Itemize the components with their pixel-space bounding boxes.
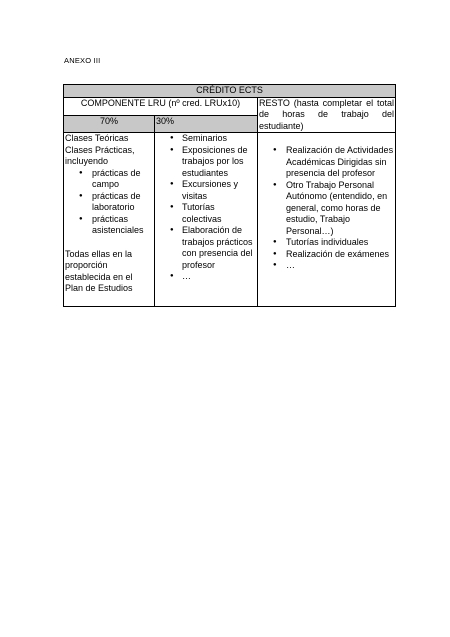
ects-credit-table — [63, 84, 396, 307]
lru-70-cell — [64, 133, 155, 307]
percent-30-header: 30% — [155, 115, 258, 132]
bullet-icon: ● — [273, 147, 277, 153]
practical-classes-text: Clases Prácticas, incluyendo — [65, 144, 135, 166]
list-item — [156, 179, 256, 202]
list-item-text: prácticas de laboratorio — [92, 190, 141, 212]
list-item — [259, 260, 394, 272]
list-item-text: Realización de Actividades Académicas Dirigidas sin presencia del profesor — [286, 145, 394, 178]
rest-header: RESTO (hasta completar el total de horas de trabajo del estudiante) — [259, 97, 394, 131]
list-item — [156, 133, 256, 145]
list-item-text: … — [286, 260, 295, 270]
annex-label: ANEXO III — [64, 56, 101, 65]
proportion-note: Todas ellas en la proporción establecida en el Plan de Estudios — [65, 248, 133, 293]
activities-list — [156, 133, 256, 283]
bullet-icon: ● — [79, 192, 83, 199]
bullet-icon: ● — [79, 169, 83, 176]
list-item-text: Excursiones y visitas — [182, 179, 239, 201]
bullet-icon: ● — [273, 250, 277, 257]
bullet-icon: ● — [170, 146, 174, 153]
percent-70-header: 70% — [64, 115, 155, 132]
practical-classes-list — [65, 168, 153, 237]
list-item — [259, 249, 394, 261]
rest-activities-list — [259, 145, 394, 272]
list-item-text: prácticas asistenciales — [92, 213, 144, 235]
table-title: CRÉDITO ECTS — [64, 85, 396, 98]
list-item — [65, 191, 153, 214]
bullet-icon: ● — [79, 215, 83, 222]
list-item — [65, 214, 153, 237]
list-item — [259, 180, 394, 238]
bullet-icon: ● — [170, 204, 174, 210]
bullet-icon: ● — [170, 273, 174, 279]
bullet-icon: ● — [273, 239, 277, 245]
list-item — [156, 202, 256, 225]
list-item — [156, 225, 256, 271]
list-item-text: … — [182, 271, 191, 281]
list-item-text: Elaboración de trabajos prácticos con presencia del profesor — [182, 225, 253, 270]
list-item — [65, 168, 153, 191]
lru-30-cell — [155, 133, 258, 307]
bullet-icon: ● — [170, 227, 174, 233]
list-item-text: Otro Trabajo Personal Autónomo (entendido, en general, como horas de estudio, Trabajo Personal…) — [286, 179, 388, 236]
list-item-text: prácticas de campo — [92, 167, 141, 189]
component-header: COMPONENTE LRU (nº cred. LRUx10) — [64, 97, 258, 115]
bullet-icon: ● — [170, 135, 174, 141]
list-item — [156, 145, 256, 180]
list-item — [259, 237, 394, 249]
list-item-text: Exposiciones de trabajos por los estudiantes — [182, 144, 248, 178]
bullet-icon: ● — [273, 262, 277, 268]
list-item — [156, 271, 256, 283]
list-item-text: Tutorías colectivas — [182, 202, 222, 224]
bullet-icon: ● — [170, 181, 174, 187]
list-item-text: Seminarios — [182, 133, 228, 143]
rest-cell — [258, 133, 396, 307]
bullet-icon: ● — [273, 181, 277, 188]
list-item — [259, 145, 394, 180]
theory-classes-text: Clases Teóricas — [65, 133, 129, 143]
list-item-text: Realización de exámenes — [286, 248, 390, 259]
list-item-text: Tutorías individuales — [286, 237, 369, 247]
